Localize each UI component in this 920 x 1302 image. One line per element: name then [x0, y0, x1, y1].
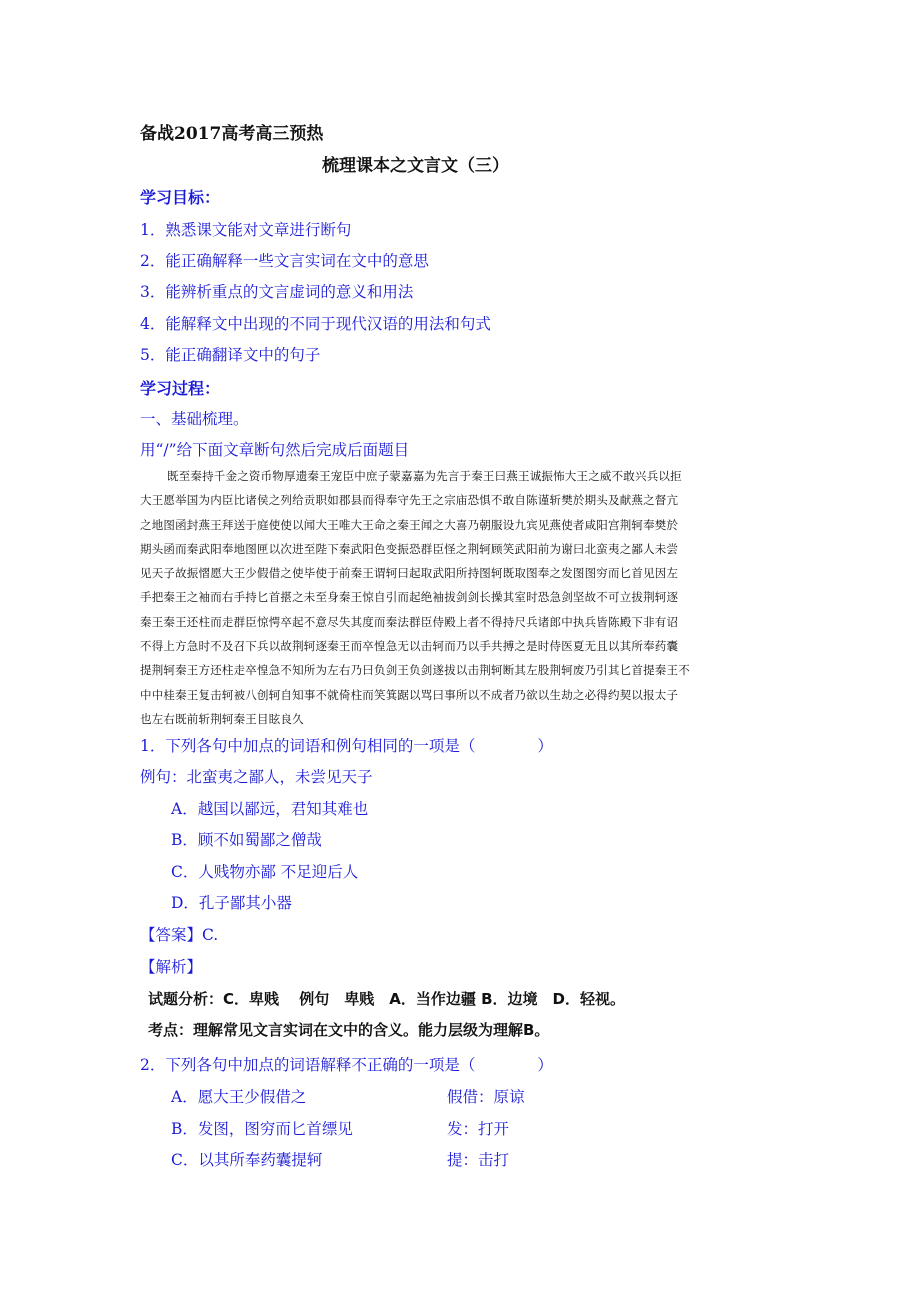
- objective-item: 1．熟悉课文能对文章进行断句: [140, 221, 352, 239]
- objective-item: 4．能解释文中出现的不同于现代汉语的用法和句式: [140, 315, 491, 333]
- objectives-heading: 学习目标：: [140, 188, 221, 207]
- question-1-option-d: D．孔子鄙其小器: [171, 894, 292, 912]
- pre-title: 备战2017高考高三预热: [140, 124, 324, 144]
- passage-line: 不得上方急时不及召下兵以故荆轲逐秦王而卒惶急无以击轲而乃以手共搏之是时侍医夏无且以其所奉药囊: [140, 639, 679, 654]
- classical-passage: [140, 464, 785, 731]
- question-2-option-b: B．发图，图穷而匕首缥见: [171, 1120, 353, 1138]
- objective-item: 2．能正确解释一些文言实词在文中的意思: [140, 252, 429, 270]
- question-1-option-b: B．顾不如蜀鄙之僧哉: [171, 831, 322, 849]
- question-1-analysis: 试题分析：C．卑贱 例句 卑贱 A．当作边疆 B．边境 D．轻视。: [148, 990, 625, 1008]
- question-1-option-c: C．人贱物亦鄙 不足迎后人: [171, 863, 359, 881]
- question-2-option-c: C．以其所奉药囊提轲: [171, 1151, 323, 1169]
- passage-line: 也左右既前斩荆轲秦王目眩良久: [140, 711, 304, 726]
- objective-item: 5．能正确翻译文中的句子: [140, 346, 321, 364]
- passage-line: 提荆轲秦王方还柱走卒惶急不知所为左右乃曰负剑王负剑遂拔以击荆轲断其左股荆轲废乃引其匕首提秦王不: [140, 663, 690, 678]
- question-1-stem: 1．下列各句中加点的词语和例句相同的一项是（ ）: [140, 737, 553, 755]
- passage-line: 见天子故振慴愿大王少假借之使毕使于前秦王谓轲曰起取武阳所持图轲既取图奉之发图图穷而匕首见因左: [140, 566, 679, 581]
- instruction-text: 用“/”给下面文章断句然后完成后面题目: [140, 441, 410, 459]
- page-title: 梳理课本之文言文（三）: [322, 156, 509, 176]
- question-2-option-a-definition: 假借：原谅: [447, 1088, 525, 1106]
- passage-line: 手把秦王之袖而右手持匕首揕之未至身秦王惊自引而起绝袖拔剑剑长操其室时恐急剑坚故不可立拔荆轲逐: [140, 590, 679, 605]
- process-heading: 学习过程：: [140, 379, 221, 398]
- question-2-stem: 2．下列各句中加点的词语解释不正确的一项是（ ）: [140, 1056, 553, 1074]
- passage-line: 中中桂秦王复击轲被八创轲自知事不就倚柱而笑箕踞以骂曰事所以不成者乃欲以生劫之必得约契以报太子: [140, 687, 679, 702]
- passage-line: 既至秦持千金之资币物厚遗秦王宠臣中庶子蒙嘉嘉为先言于秦王曰燕王诚振怖大王之威不敢兴兵以拒: [167, 469, 682, 483]
- question-2-option-a: A．愿大王少假借之: [171, 1088, 307, 1106]
- question-1-example: 例句：北蛮夷之鄙人，未尝见天子: [140, 768, 373, 786]
- passage-line: 秦王秦王还柱而走群臣惊愕卒起不意尽失其度而秦法群臣侍殿上者不得持尺兵诸郎中执兵皆陈殿下非有诏: [140, 614, 679, 629]
- passage-line: 期头函而秦武阳奉地图匣以次进至陛下秦武阳色变振恐群臣怪之荆轲顾笑武阳前为谢曰北蛮夷之鄙人未尝: [140, 541, 679, 556]
- section-heading: 一、基础梳理。: [140, 410, 249, 428]
- question-1-analysis-label: 【解析】: [140, 958, 203, 976]
- passage-line: 大王愿举国为内臣比诸侯之列给贡职如郡县而得奉守先王之宗庙恐惧不敢自陈谨斩樊於期头及献燕之督亢: [140, 493, 679, 508]
- objective-item: 3．能辨析重点的文言虚词的意义和用法: [140, 283, 414, 301]
- passage-line: 之地图函封燕王拜送于庭使使以闻大王唯大王命之秦王闻之大喜乃朝服设九宾见燕使者咸阳宫荆轲奉樊於: [140, 517, 679, 532]
- question-1-point: 考点：理解常见文言实词在文中的含义。能力层级为理解B。: [148, 1021, 550, 1039]
- question-2-option-c-definition: 提：击打: [447, 1151, 510, 1169]
- question-1-answer: 【答案】C.: [140, 926, 219, 944]
- question-1-option-a: A．越国以鄙远，君知其难也: [171, 800, 369, 818]
- question-2-option-b-definition: 发：打开: [447, 1120, 510, 1138]
